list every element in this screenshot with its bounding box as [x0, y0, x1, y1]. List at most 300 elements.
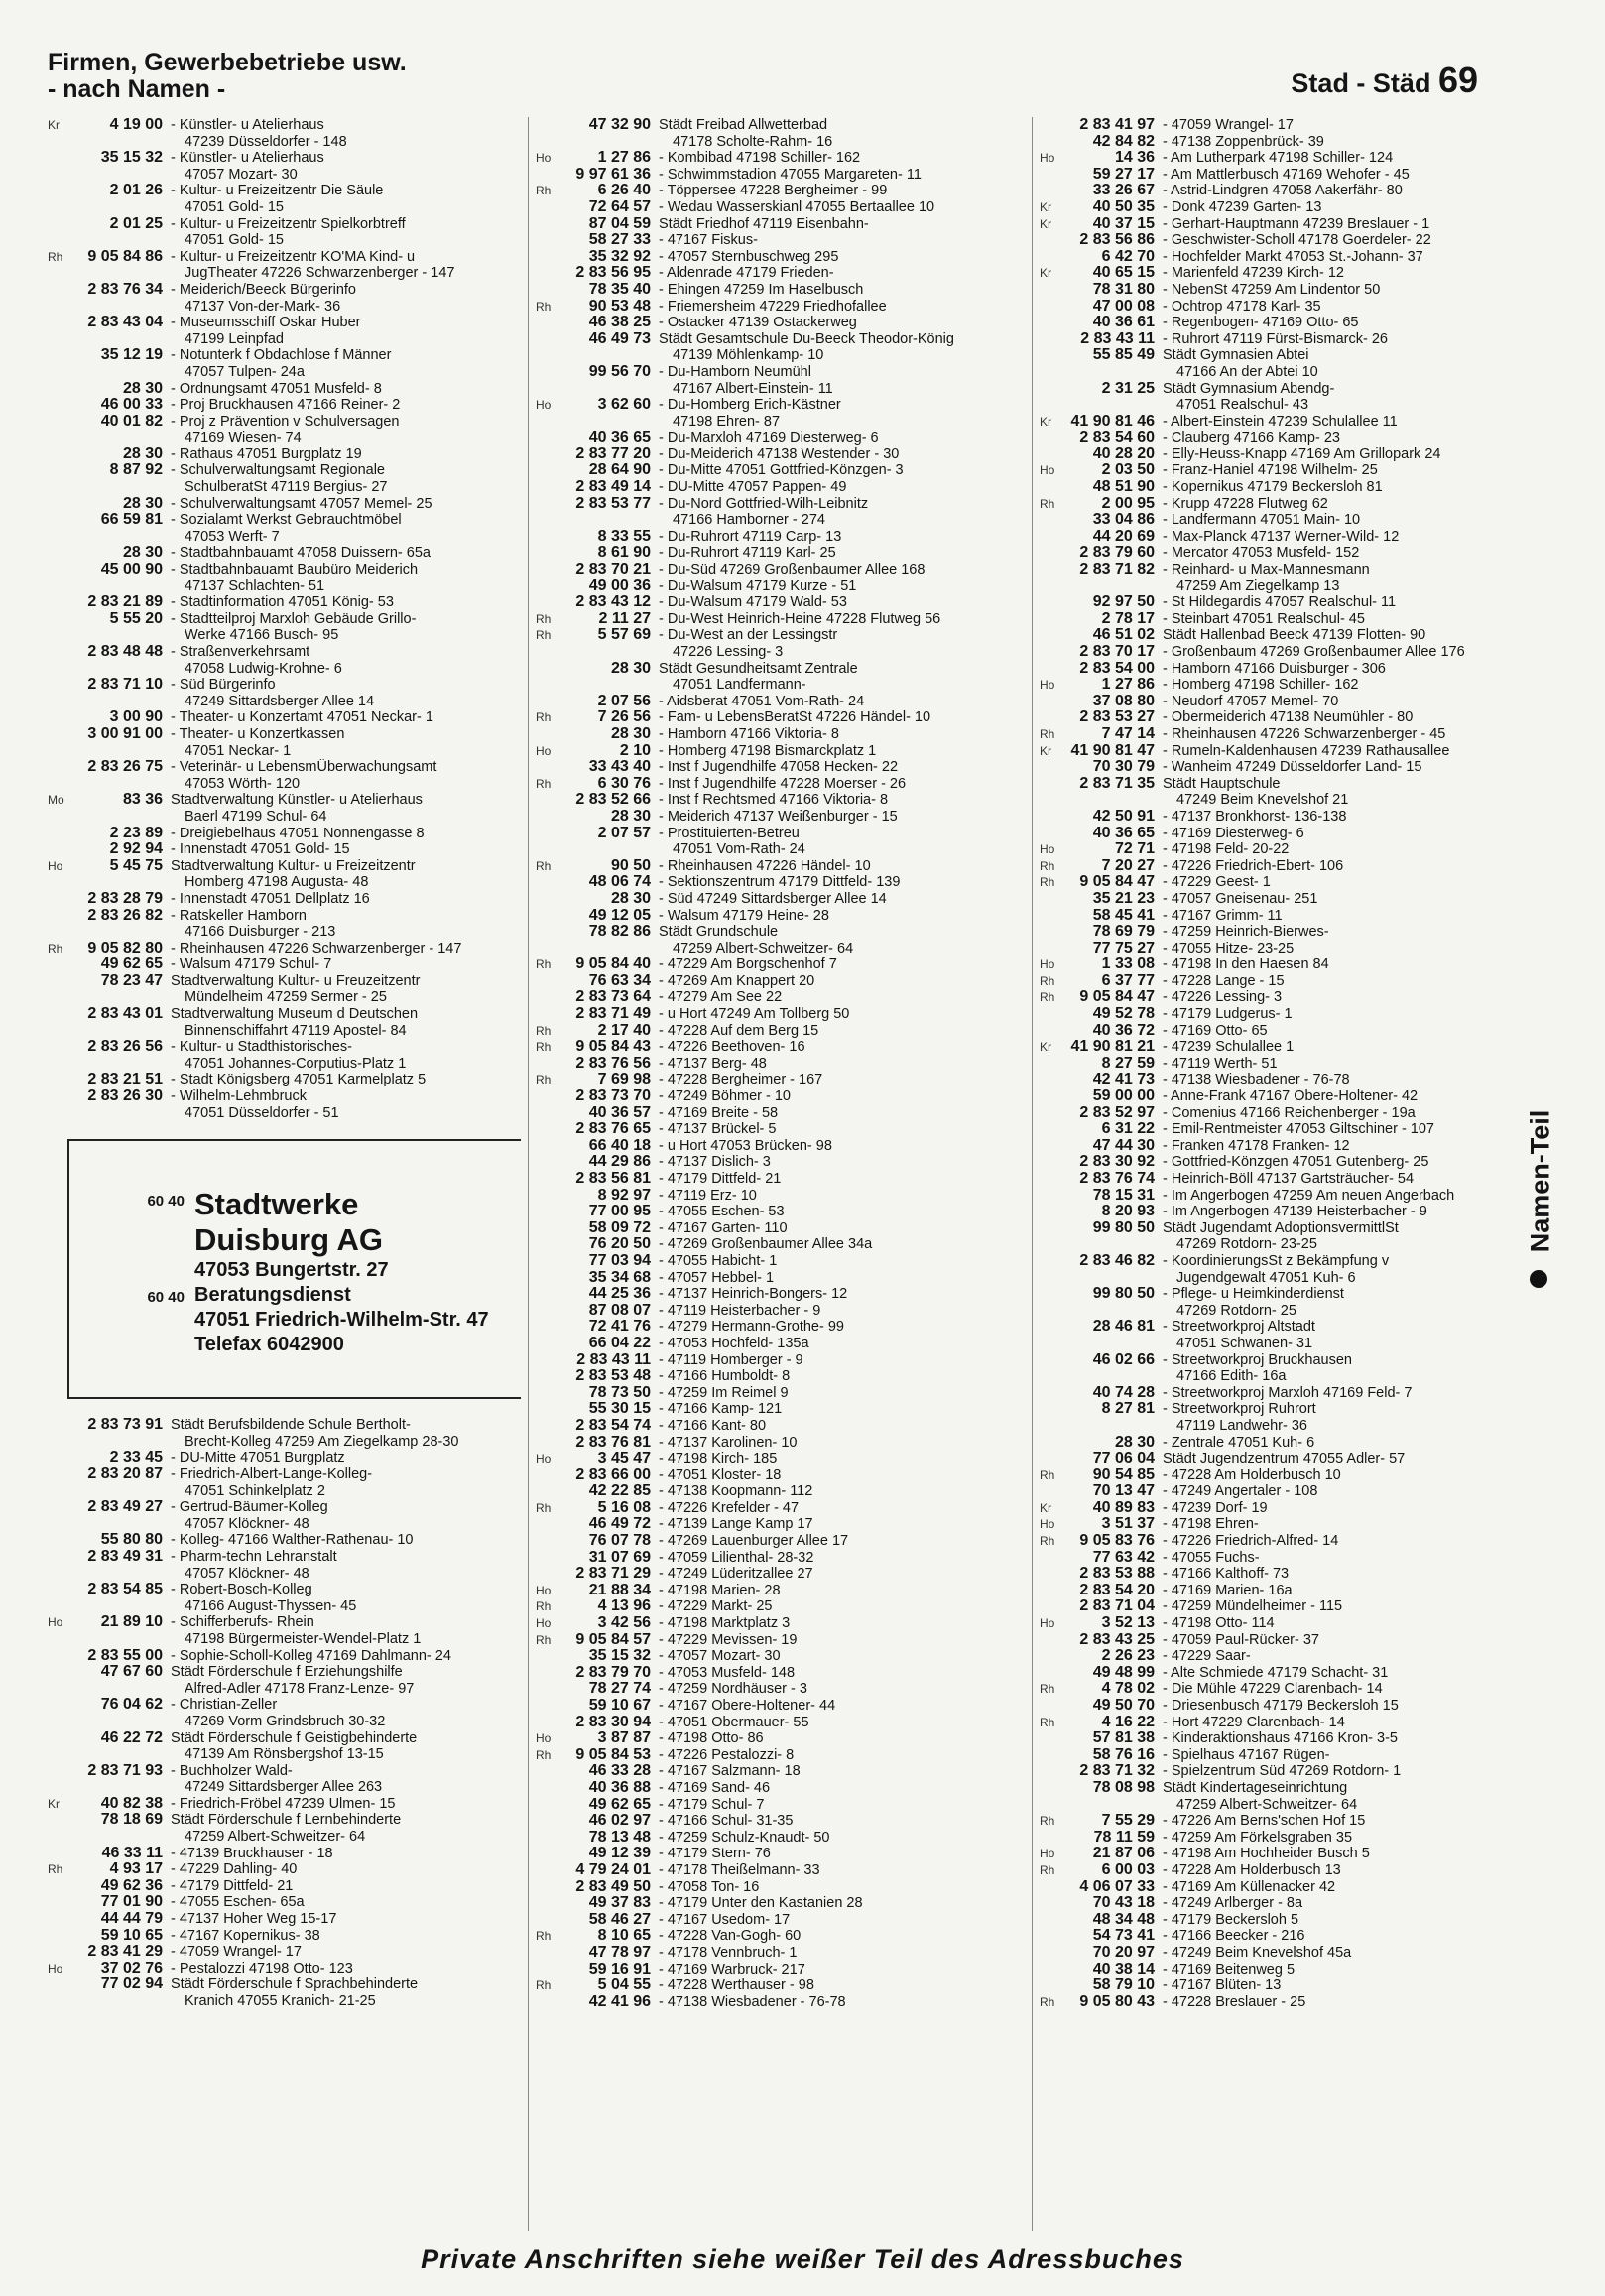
directory-entry [1040, 1928, 1506, 1945]
district-code [536, 1797, 563, 1814]
phone-number: 35 21 23 [1092, 889, 1155, 907]
directory-entry [536, 1665, 1024, 1682]
phone-number [75, 529, 171, 546]
phone-number: 6 00 03 [1101, 1860, 1155, 1878]
district-code [536, 216, 563, 233]
phone-number: 21 87 06 [1092, 1845, 1155, 1862]
phone-number: 2 83 41 97 [1079, 117, 1155, 133]
directory-entry [48, 232, 521, 249]
district-code [48, 891, 75, 908]
entry-text: - Du-West an der Lessingstr [659, 627, 838, 644]
entry-text: - 47259 Heinrich-Bierwes- [1163, 924, 1329, 941]
phone-number [563, 941, 659, 957]
directory-entry [1040, 331, 1506, 348]
directory-entry [48, 299, 521, 316]
directory-entry [1040, 924, 1506, 941]
phone-number: 2 83 30 92 [1079, 1153, 1155, 1171]
entry-text: 47051 Landfermann- [673, 677, 806, 694]
directory-entry [1040, 726, 1506, 743]
phone-number: 2 83 70 21 [575, 561, 651, 578]
district-code [48, 1944, 75, 1961]
phone-number [1067, 1336, 1163, 1352]
directory-entry [48, 1467, 521, 1483]
directory-entry [536, 759, 1024, 776]
phone-number: 8 27 81 [1101, 1400, 1155, 1418]
entry-text: 47226 Lessing- 3 [673, 644, 784, 660]
directory-entry [536, 1615, 1024, 1632]
directory-entry [48, 1993, 521, 2010]
directory-entry [536, 1797, 1024, 1814]
directory-entry [536, 1928, 1024, 1945]
district-code [1040, 1879, 1067, 1896]
directory-entry [1040, 216, 1506, 233]
ad-phone-service: 60 40 [147, 1289, 185, 1307]
entry-text: - Hochfelder Markt 47053 St.-Johann- 37 [1163, 248, 1423, 265]
phone-number: 70 13 47 [1092, 1482, 1155, 1500]
directory-entry [536, 1730, 1024, 1747]
district-code [536, 414, 563, 431]
phone-number: 46 02 97 [588, 1812, 651, 1830]
district-code [48, 611, 75, 628]
directory-entry [1040, 381, 1506, 398]
directory-entry [536, 496, 1024, 513]
district-code [536, 315, 563, 331]
directory-entry [1040, 1154, 1506, 1171]
district-code: Kr [1040, 1040, 1051, 1055]
directory-entry [1040, 199, 1506, 216]
entry-text: Städt Jugendzentrum 47055 Adler- 57 [1163, 1451, 1406, 1467]
directory-entry [536, 726, 1024, 743]
district-code [1040, 1220, 1067, 1237]
district-code [48, 1532, 75, 1549]
district-code [48, 496, 75, 513]
district-code [1040, 1401, 1067, 1418]
entry-text: - 47226 Friedrich-Alfred- 14 [1163, 1533, 1339, 1550]
district-code [1040, 578, 1067, 595]
directory-entry [536, 1830, 1024, 1847]
district-code: Ho [1040, 463, 1055, 478]
phone-number: 28 30 [122, 445, 163, 462]
entry-text: Städt Gesundheitsamt Zentrale [659, 660, 858, 677]
entry-text: - Schulverwaltungsamt Regionale [171, 462, 385, 479]
phone-number: 2 83 43 11 [1080, 329, 1155, 347]
district-code [536, 694, 563, 710]
district-code [48, 347, 75, 364]
district-code: Rh [1040, 1467, 1055, 1482]
district-code: Mo [48, 793, 64, 808]
entry-text: - Kinderaktionshaus 47166 Kron- 3-5 [1163, 1730, 1398, 1747]
phone-number: 55 30 15 [588, 1400, 651, 1418]
district-code [1040, 249, 1067, 266]
district-code [536, 545, 563, 562]
entry-text: - 47178 Theißelmann- 33 [659, 1861, 820, 1878]
directory-entry [48, 908, 521, 925]
phone-number: 2 83 46 82 [1079, 1251, 1155, 1269]
ad-company-block [194, 1187, 389, 1283]
district-code [48, 1714, 75, 1730]
directory-entry [1040, 167, 1506, 184]
phone-number: 28 30 [610, 807, 651, 825]
directory-entry [536, 1895, 1024, 1912]
entry-text: - Kolleg- 47166 Walther-Rathenau- 10 [171, 1532, 414, 1549]
entry-text: - Die Mühle 47229 Clarenbach- 14 [1163, 1681, 1383, 1698]
phone-number: 1 33 08 [1101, 956, 1155, 973]
phone-number: 2 01 25 [109, 214, 163, 232]
phone-number: 49 62 65 [100, 956, 163, 973]
column-2 [536, 117, 1024, 2231]
district-code [1040, 1270, 1067, 1287]
district-code [536, 826, 563, 842]
entry-text: 47178 Scholte-Rahm- 16 [673, 133, 833, 150]
directory-entry [536, 611, 1024, 628]
phone-number: 28 30 [122, 379, 163, 397]
district-code: Rh [536, 1500, 552, 1515]
directory-entry [48, 414, 521, 431]
phone-number: 4 19 00 [109, 117, 163, 133]
directory-entry [536, 644, 1024, 661]
district-code [1040, 627, 1067, 644]
directory-entry [48, 743, 521, 760]
phone-number [563, 381, 659, 398]
directory-entry [1040, 941, 1506, 957]
directory-entry [536, 776, 1024, 793]
directory-entry [1040, 694, 1506, 710]
entry-text: Stadtverwaltung Kultur- u Freizeitzentr [171, 857, 416, 874]
phone-number: 2 83 41 29 [87, 1943, 163, 1961]
entry-text: - 47226 Am Berns'schen Hof 15 [1163, 1813, 1366, 1830]
ad-row-service [69, 1283, 521, 1357]
directory-entry [48, 989, 521, 1006]
phone-number: 2 01 26 [109, 182, 163, 199]
directory-entry [1040, 183, 1506, 199]
district-code [48, 150, 75, 167]
phone-number: 78 82 86 [588, 923, 651, 941]
entry-text: - Proj Bruckhausen 47166 Reiner- 2 [171, 397, 401, 414]
directory-entry [1040, 446, 1506, 463]
district-code [1040, 709, 1067, 726]
phone-number: 46 02 66 [1092, 1350, 1155, 1368]
entry-text: - Ochtrop 47178 Karl- 35 [1163, 298, 1321, 315]
district-code [48, 1450, 75, 1467]
phone-number: 2 83 43 11 [576, 1350, 651, 1368]
phone-number: 99 80 50 [1092, 1218, 1155, 1236]
directory-entry [48, 496, 521, 513]
phone-number: 2 83 76 34 [87, 280, 163, 298]
directory-entry [1040, 1632, 1506, 1649]
directory-entry [536, 1632, 1024, 1649]
district-code [48, 743, 75, 760]
directory-entry [48, 150, 521, 167]
district-code: Rh [1040, 858, 1055, 873]
phone-number: 76 04 62 [100, 1696, 163, 1714]
district-code [1040, 1352, 1067, 1369]
district-code [536, 792, 563, 809]
entry-text: - Kultur- u Freizeitzentr Spielkorbtreff [171, 215, 406, 232]
district-code [536, 1648, 563, 1665]
entry-text: - Rheinhausen 47226 Schwarzenberger - 147 [171, 940, 462, 957]
entry-text: - Streetworkproj Marxloh 47169 Feld- 7 [1163, 1384, 1413, 1401]
entry-text: - Buchholzer Wald- [171, 1762, 293, 1779]
phone-number [75, 1566, 171, 1583]
directory-entry [48, 809, 521, 826]
entry-text: 47051 Vom-Rath- 24 [673, 841, 805, 858]
column-1 [48, 117, 521, 2231]
district-code [1040, 1977, 1067, 1994]
entry-text: - Innenstadt 47051 Dellplatz 16 [171, 890, 370, 907]
directory-entry [536, 874, 1024, 891]
entry-text: - 47229 Geest- 1 [1163, 874, 1271, 891]
district-code: Ho [1040, 842, 1055, 857]
district-code [48, 694, 75, 710]
entry-text: 47259 Albert-Schweitzer- 64 [673, 940, 854, 957]
column-3-entries [1040, 117, 1506, 2010]
directory-entry [1040, 1401, 1506, 1418]
directory-entry [536, 1023, 1024, 1040]
phone-number: 7 69 98 [597, 1071, 651, 1088]
directory-entry [1040, 759, 1506, 776]
district-code [1040, 1780, 1067, 1797]
directory-entry [536, 1138, 1024, 1155]
directory-entry [48, 1779, 521, 1796]
phone-number: 70 30 79 [1092, 758, 1155, 776]
district-code [1040, 397, 1067, 414]
phone-number: 2 83 73 70 [575, 1087, 651, 1105]
phone-number [75, 265, 171, 282]
district-code [1040, 1056, 1067, 1073]
directory-entry [536, 364, 1024, 381]
directory-entry [1040, 1698, 1506, 1715]
phone-number: 2 92 94 [109, 840, 163, 858]
entry-text: - Du-Hamborn Neumühl [659, 363, 811, 380]
directory-entry [1040, 1188, 1506, 1205]
entry-text: - 47279 Hermann-Grothe- 99 [659, 1319, 844, 1336]
entry-text: - Ostacker 47139 Ostackerweg [659, 315, 857, 331]
directory-entry [536, 709, 1024, 726]
entry-text: - Elly-Heuss-Knapp 47169 Am Grillopark 24 [1163, 446, 1441, 462]
directory-entry [1040, 1665, 1506, 1682]
directory-entry [536, 1072, 1024, 1088]
phone-number: 21 89 10 [100, 1613, 163, 1631]
phone-number: 9 05 84 47 [1079, 873, 1155, 891]
phone-number: 2 83 71 35 [1079, 774, 1155, 792]
directory-entry [48, 644, 521, 661]
directory-entry [1040, 1813, 1506, 1830]
entry-text: - 47259 Schulz-Knaudt- 50 [659, 1829, 830, 1846]
entry-text: - Comenius 47166 Reichenberger - 19a [1163, 1104, 1416, 1121]
phone-number: 92 97 50 [1092, 593, 1155, 611]
entry-text: - 47229 Am Borgschenhof 7 [659, 957, 837, 973]
entry-text: - Du-Marxloh 47169 Diesterweg- 6 [659, 430, 879, 446]
phone-number: 2 17 40 [597, 1021, 651, 1039]
district-code [536, 908, 563, 925]
phone-number [1067, 397, 1163, 414]
district-code [536, 265, 563, 282]
entry-text: - 47179 Dittfeld- 21 [171, 1877, 294, 1894]
district-code: Ho [1040, 678, 1055, 693]
entry-text: - 47226 Krefelder - 47 [659, 1499, 800, 1516]
directory-entry [48, 1796, 521, 1813]
district-code [48, 1499, 75, 1516]
phone-number: 2 83 55 00 [87, 1646, 163, 1664]
entry-text: - Sektionszentrum 47179 Dittfeld- 139 [659, 874, 901, 891]
entry-text: - Du-Walsum 47179 Kurze - 51 [659, 577, 857, 594]
entry-text: - Am Mattlerbusch 47169 Wehofer - 45 [1163, 166, 1410, 183]
phone-number [1067, 364, 1163, 381]
phone-number: 49 12 05 [588, 906, 651, 924]
phone-number: 46 33 11 [101, 1844, 163, 1861]
district-code [536, 1435, 563, 1452]
district-code [536, 1368, 563, 1385]
phone-number [75, 479, 171, 496]
entry-text: - Aldenrade 47179 Frieden- [659, 265, 834, 282]
district-code [536, 167, 563, 184]
phone-number: 2 83 54 85 [87, 1581, 163, 1598]
district-code [536, 1056, 563, 1073]
directory-entry [1040, 1319, 1506, 1336]
phone-number [75, 1598, 171, 1615]
entry-text: - 47139 Bruckhauser - 18 [171, 1845, 333, 1861]
entry-text: - 47169 Am Küllenacker 42 [1163, 1878, 1336, 1895]
phone-number: 28 30 [610, 889, 651, 907]
entry-text: - Driesenbusch 47179 Beckersloh 15 [1163, 1698, 1399, 1714]
directory-entry [536, 1286, 1024, 1303]
directory-entry [48, 134, 521, 151]
entry-text: - 47169 Beitenweg 5 [1163, 1961, 1296, 1977]
district-code [536, 989, 563, 1006]
district-code [1040, 529, 1067, 546]
phone-number [1067, 1418, 1163, 1435]
directory-entry [48, 627, 521, 644]
phone-number: 47 44 30 [1092, 1136, 1155, 1154]
directory-entry [536, 430, 1024, 446]
phone-number: 2 83 79 70 [575, 1663, 651, 1681]
district-code [536, 759, 563, 776]
directory-entry [1040, 1138, 1506, 1155]
directory-entry [536, 1566, 1024, 1583]
entry-text: - 47167 Garten- 110 [659, 1219, 788, 1236]
phone-number: 8 92 97 [597, 1186, 651, 1204]
district-code [536, 347, 563, 364]
phone-number: 7 26 56 [597, 708, 651, 726]
entry-text: - 47166 Kalthoff- 73 [1163, 1566, 1290, 1583]
district-code [48, 1434, 75, 1451]
directory-entry [1040, 743, 1506, 760]
phone-number [75, 1023, 171, 1040]
entry-text: - u Hort 47249 Am Tollberg 50 [659, 1006, 850, 1023]
district-code [536, 1352, 563, 1369]
entry-text: - Straßenverkehrsamt [171, 644, 310, 660]
entry-text: - Du-Nord Gottfried-Wilh-Leibnitz [659, 495, 869, 512]
entry-text: 47139 Möhlenkamp- 10 [673, 347, 824, 364]
directory-entry [536, 1747, 1024, 1764]
directory-entry [48, 1861, 521, 1878]
phone-number: 2 11 27 [598, 609, 651, 627]
district-code: Kr [1040, 1500, 1051, 1515]
entry-text: Städt Förderschule f Erziehungshilfe [171, 1664, 403, 1681]
directory-entry [536, 1912, 1024, 1929]
phone-number [75, 1829, 171, 1846]
phone-number [75, 1746, 171, 1763]
phone-number: 1 27 86 [597, 149, 651, 167]
entry-text: - 47229 Saar- [1163, 1648, 1251, 1665]
entry-text: Jugendgewalt 47051 Kuh- 6 [1176, 1269, 1356, 1286]
entry-text: 47051 Schwanen- 31 [1176, 1335, 1313, 1351]
directory-entry [1040, 709, 1506, 726]
directory-entry [536, 594, 1024, 611]
phone-number: 76 07 78 [588, 1532, 651, 1550]
entry-text: 47167 Albert-Einstein- 11 [673, 380, 833, 397]
district-code [536, 134, 563, 151]
entry-text: - Clauberg 47166 Kamp- 23 [1163, 430, 1340, 446]
directory-entry [1040, 315, 1506, 331]
district-code [48, 462, 75, 479]
district-code [536, 726, 563, 743]
district-code [1040, 1385, 1067, 1402]
district-code [1040, 891, 1067, 908]
phone-number: 47 67 60 [100, 1663, 163, 1681]
phone-number: 47 32 90 [588, 117, 651, 133]
district-code [1040, 512, 1067, 529]
phone-number [75, 1631, 171, 1648]
district-code [1040, 1550, 1067, 1567]
phone-number: 5 45 75 [109, 856, 163, 874]
phone-number: 49 00 36 [588, 576, 651, 594]
directory-entry [536, 150, 1024, 167]
directory-entry [1040, 776, 1506, 793]
entry-text: - 47138 Wiesbadener - 76-78 [659, 1993, 846, 2010]
phone-number: 40 28 20 [1092, 445, 1155, 462]
phone-number: 2 83 71 29 [575, 1565, 651, 1583]
district-code: Rh [536, 776, 552, 791]
directory-entry [536, 397, 1024, 414]
district-code [48, 1993, 75, 2010]
entry-text: - 47198 Otto- 114 [1163, 1615, 1275, 1632]
side-tab [1526, 1072, 1555, 1290]
phone-number: 9 97 61 36 [575, 165, 651, 183]
district-code [536, 1962, 563, 1978]
entry-text: - Albert-Einstein 47239 Schulallee 11 [1163, 413, 1398, 430]
entry-range: Stad - Städ [1291, 68, 1431, 98]
entry-text: - 47137 Heinrich-Bongers- 12 [659, 1286, 848, 1303]
phone-number [563, 677, 659, 694]
entry-text: - Gerhart-Hauptmann 47239 Breslauer - 1 [1163, 215, 1430, 232]
entry-text: Städt Hallenbad Beeck 47139 Flotten- 90 [1163, 627, 1426, 644]
column-divider [528, 117, 529, 2231]
district-code [1040, 1566, 1067, 1583]
directory-entry [48, 1614, 521, 1631]
phone-number: 55 80 80 [100, 1531, 163, 1549]
entry-text: - Franken 47178 Franken- 12 [1163, 1137, 1350, 1154]
directory-entry [1040, 364, 1506, 381]
phone-number: 2 83 70 17 [1079, 643, 1155, 660]
directory-entry [1040, 265, 1506, 282]
phone-number: 40 38 14 [1092, 1960, 1155, 1977]
phone-number: 40 82 38 [100, 1794, 163, 1812]
entry-text: - Alte Schmiede 47179 Schacht- 31 [1163, 1664, 1389, 1681]
directory-entry [48, 858, 521, 875]
entry-text: - 47179 Ludgerus- 1 [1163, 1006, 1293, 1023]
entry-text: - Schifferberufs- Rhein [171, 1614, 314, 1631]
phone-number [75, 924, 171, 941]
phone-number: 33 26 67 [1092, 182, 1155, 199]
phone-number: 40 36 65 [588, 429, 651, 446]
phone-number [1067, 1303, 1163, 1320]
district-code: Ho [536, 151, 552, 166]
entry-text: - 47198 Kirch- 185 [659, 1451, 778, 1467]
district-code: Rh [1040, 1994, 1055, 2009]
district-code [536, 1336, 563, 1352]
entry-text: - Kultur- u Freizeitzentr KO'MA Kind- u [171, 248, 416, 265]
